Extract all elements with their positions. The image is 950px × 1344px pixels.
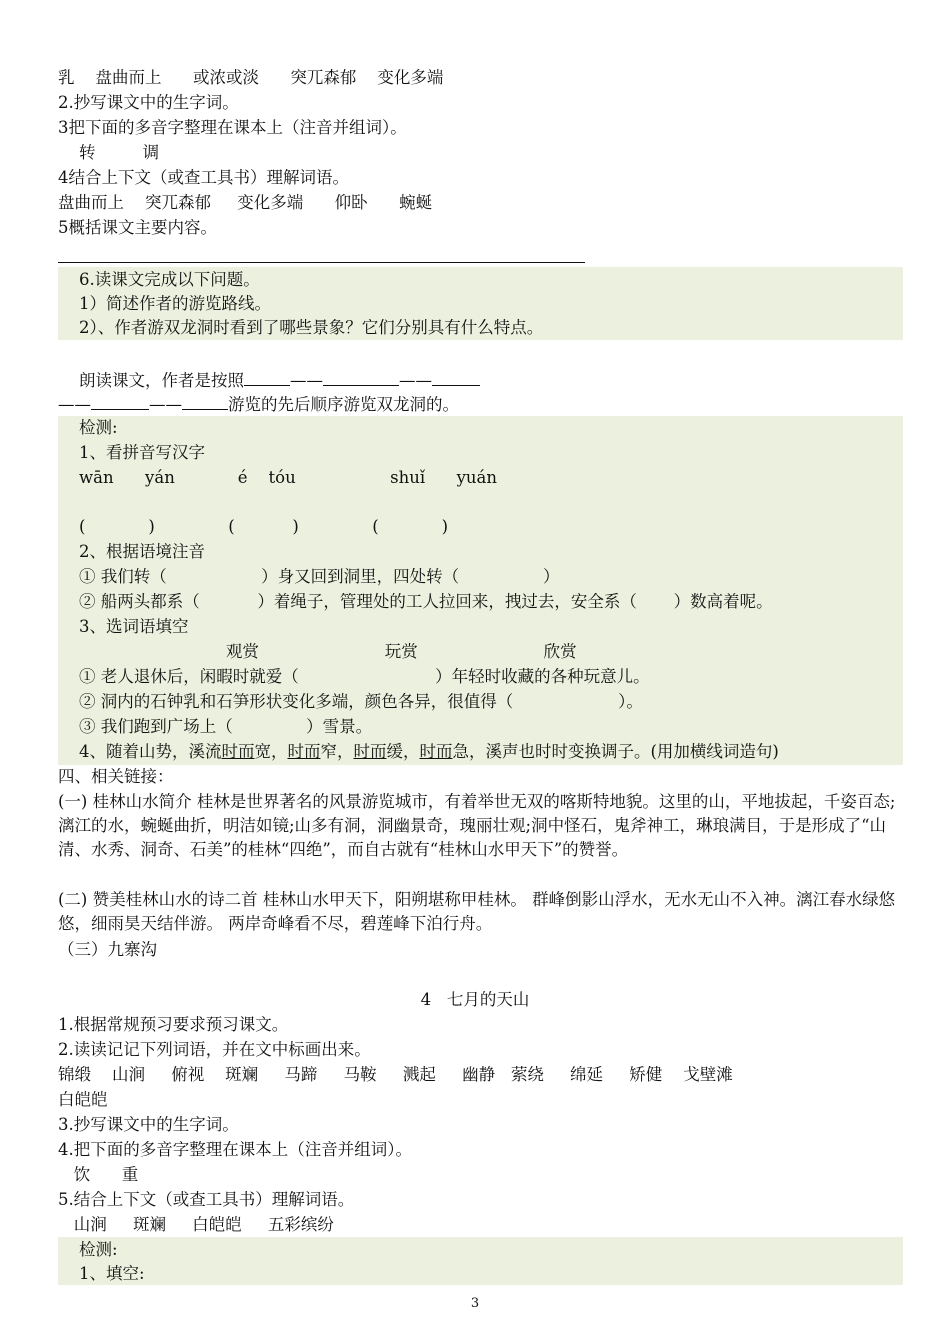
underlined-word: 时而 <box>419 742 453 761</box>
check-3-item-3: ③ 我们跑到广场上（ ）雪景。 <box>58 717 373 736</box>
words-to-understand: 盘曲而上 突兀森郁 变化多端 仰卧 蜿蜒 <box>58 193 433 212</box>
lesson-4-words: 山涧 斑斓 白皑皑 五彩缤纷 <box>58 1215 334 1234</box>
lesson-4-fill-title: 1、填空: <box>58 1264 145 1283</box>
link-jiuzhaigou: （三）九寨沟 <box>58 940 157 959</box>
question-6-2: 2）、作者游双龙洞时看到了哪些景象？它们分别具有什么特点。 <box>58 318 544 337</box>
check-3-word-options: 观赏 玩赏 欣赏 <box>58 642 577 661</box>
route-sentence-a: 朗读课文，作者是按照 —— —— <box>58 367 480 393</box>
check-3-item-2: ② 洞内的石钟乳和石笋形状变化多端，颜色各异，很值得（ ）。 <box>58 692 643 711</box>
check-2-item-2: ② 船两头都系（ ）着绳子，管理处的工人拉回来，拽过去，安全系（ ）数高着呢。 <box>58 592 773 611</box>
check-2-item-1: ① 我们转（ ）身又回到洞里，四处转（ ） <box>58 567 560 586</box>
lesson-4-polyphonic: 饮 重 <box>58 1165 139 1184</box>
check-box-lesson4 <box>58 1237 903 1285</box>
route-sentence-b: —— —— 游览的先后顺序游览双龙洞的。 <box>58 391 459 417</box>
check-1-title: 1、看拼音写汉字 <box>58 443 205 462</box>
lesson-4-task-3: 3.抄写课文中的生字词。 <box>58 1115 239 1134</box>
links-title: 四、相关链接： <box>58 767 174 786</box>
lesson-4-task-4: 4.把下面的多音字整理在课本上（注音并组词）。 <box>58 1140 412 1159</box>
lesson-4-vocab: 锦缎 山涧 俯视 斑斓 马蹄 马鞍 溅起 幽静 萦绕 绵延 矫健 戈壁滩 <box>58 1065 733 1084</box>
polyphonic-chars: 转 调 <box>58 143 160 162</box>
answer-line <box>58 262 585 263</box>
lesson-4-title: 4 七月的天山 <box>420 990 530 1009</box>
lesson-4-task-5: 5.结合上下文（或查工具书）理解词语。 <box>58 1190 355 1209</box>
question-6-1: 1）简述作者的游览路线。 <box>58 294 271 313</box>
question-6-title: 6.读课文完成以下问题。 <box>58 270 260 289</box>
task-polyphonic: 3把下面的多音字整理在课本上（注音并组词）。 <box>58 118 407 137</box>
underlined-word: 时而 <box>287 742 321 761</box>
page-number: 3 <box>470 1296 480 1311</box>
task-summarize: 5概括课文主要内容。 <box>58 218 217 237</box>
link-guilin-intro: (一) 桂林山水简介 桂林是世界著名的风景游览城市，有着举世无双的喀斯特地貌。这里的山，平地拔起，千姿百态;漓江的水，蜿蜒曲折，明洁如镜;山多有洞，洞幽景奇，瑰丽壮观;洞中怪石，鬼斧神工，琳琅满目，于是形成了“山清、水秀、洞奇、石美”的桂林“四绝”，而自古就有“桂林山水甲天下”的赞誉。 <box>58 792 896 859</box>
vocab-line: 乳 盘曲而上 或浓或淡 突兀森郁 变化多端 <box>58 68 444 87</box>
check-title: 检测: <box>58 418 118 437</box>
answer-brackets: ( ) ( ) ( ) <box>58 517 449 536</box>
check-2-title: 2、根据语境注音 <box>58 542 205 561</box>
check-3-item-1: ① 老人退休后，闲暇时就爱（ ）年轻时收藏的各种玩意儿。 <box>58 667 650 686</box>
task-understand-words: 4结合上下文（或查工具书）理解词语。 <box>58 168 349 187</box>
link-guilin-poems: (二) 赞美桂林山水的诗二首 桂林山水甲天下，阳朔堪称甲桂林。 群峰倒影山浮水，无水无山不入神。漓江春水绿悠悠，细雨昊天结伴游。 两岸奇峰看不尽，碧莲峰下泊行舟。 <box>58 890 896 933</box>
underlined-word: 时而 <box>221 742 255 761</box>
lesson-4-task-1: 1.根据常规预习要求预习课文。 <box>58 1015 289 1034</box>
lesson-4-check-title: 检测: <box>58 1240 118 1259</box>
task-copy-words: 2.抄写课文中的生字词。 <box>58 93 239 112</box>
lesson-4-vocab-2: 白皑皑 <box>58 1090 108 1109</box>
pinyin-row: wān yán é tóu shuǐ yuán <box>58 468 497 487</box>
underlined-word: 时而 <box>353 742 387 761</box>
lesson-4-task-2: 2.读读记记下列词语，并在文中标画出来。 <box>58 1040 371 1059</box>
check-4-sentence: 4、随着山势，溪流时而宽，时而窄，时而缓，时而急，溪声也时时变换调子。(用加横线词造句) <box>58 742 779 761</box>
check-3-title: 3、选词语填空 <box>58 617 189 636</box>
